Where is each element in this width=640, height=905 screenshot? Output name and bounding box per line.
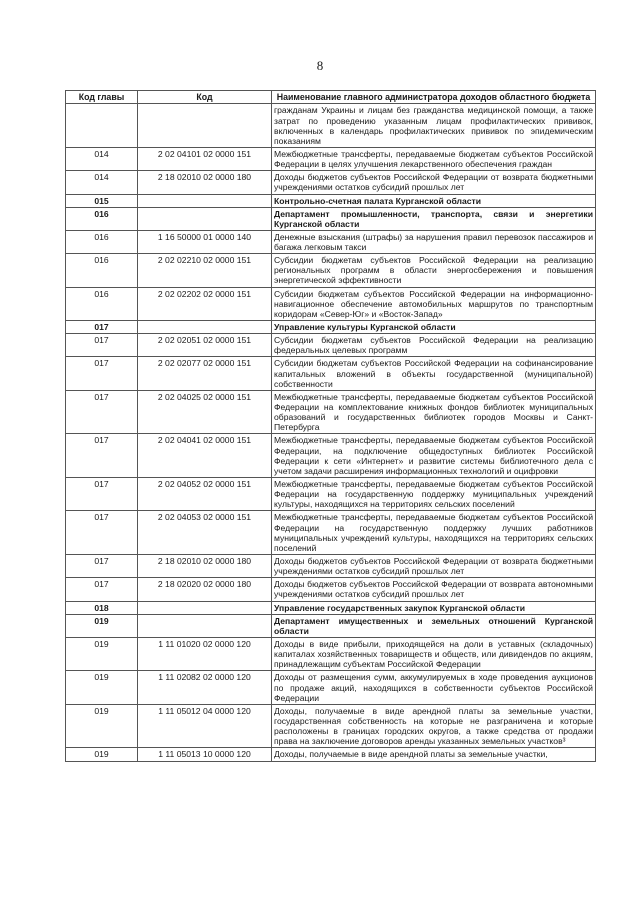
chapter-code-cell: 019	[66, 748, 138, 761]
header-code: Код	[138, 91, 272, 104]
revenue-name-cell: Субсидии бюджетам субъектов Российской Федерации на софинансирование капитальных вложений в объекты государственной (муниципальной) собственности	[272, 357, 596, 390]
revenue-code-cell: 2 02 04053 02 0000 151	[138, 511, 272, 555]
section-header-row	[66, 601, 596, 614]
revenue-name-cell: Субсидии бюджетам субъектов Российской Федерации на реализацию региональных программ в области энергосбережения и повышения энергетической эффективности	[272, 254, 596, 287]
table-row	[66, 334, 596, 357]
revenue-name-cell: Доходы, получаемые в виде арендной платы за земельные участки, государственная собственность на которые не разграничена и которые расположены в границах городских округов, а также средства от продажи права на заключение договоров аренды указанных земельных участков³	[272, 704, 596, 748]
chapter-code-cell: 019	[66, 704, 138, 748]
table-row	[66, 511, 596, 555]
revenue-code-cell	[138, 104, 272, 148]
revenue-name-cell: Доходы в виде прибыли, приходящейся на доли в уставных (складочных) капиталах хозяйственных товариществ и обществ, или дивидендов по акциям, принадлежащим субъектам Российской Федерации	[272, 637, 596, 670]
header-chapter-code: Код главы	[66, 91, 138, 104]
revenue-code-cell	[138, 601, 272, 614]
revenue-code-cell: 1 11 05012 04 0000 120	[138, 704, 272, 748]
chapter-code-cell: 014	[66, 147, 138, 170]
revenue-name-cell: Межбюджетные трансферты, передаваемые бюджетам субъектов Российской Федерации на государственную поддержку лучших работников муниципальных учреждений культуры, находящихся на территориях сельских поселений	[272, 511, 596, 555]
table-row	[66, 147, 596, 170]
revenue-name-cell: Межбюджетные трансферты, передаваемые бюджетам субъектов Российской Федерации, на подключение общедоступных библиотек Российской Федерации к сети «Интернет» и развитие системы библиотечного дела с учетом задачи расширения информационных технологий и оцифровки	[272, 434, 596, 478]
revenue-code-cell: 2 18 02010 02 0000 180	[138, 555, 272, 578]
chapter-code-cell: 016	[66, 230, 138, 253]
chapter-code-cell: 017	[66, 334, 138, 357]
table-row	[66, 671, 596, 704]
revenue-name-cell: Управление государственных закупок Курганской области	[272, 601, 596, 614]
chapter-code-cell: 017	[66, 478, 138, 511]
chapter-code-cell	[66, 104, 138, 148]
revenue-name-cell: Доходы бюджетов субъектов Российской Федерации от возврата бюджетными учреждениями остатков субсидий прошлых лет	[272, 171, 596, 194]
revenue-name-cell: гражданам Украины и лицам без гражданства медицинской помощи, а также затрат по проведению указанным лицам профилактических прививок, включенных в календарь профилактических прививок по эпидемическим показаниям	[272, 104, 596, 148]
table-row	[66, 578, 596, 601]
revenue-code-cell: 1 11 05013 10 0000 120	[138, 748, 272, 761]
revenue-administrators-table	[65, 90, 596, 762]
table-row	[66, 637, 596, 670]
table-row	[66, 555, 596, 578]
revenue-name-cell: Денежные взыскания (штрафы) за нарушения правил перевозок пассажиров и багажа легковым такси	[272, 230, 596, 253]
chapter-code-cell: 015	[66, 194, 138, 207]
chapter-code-cell: 017	[66, 357, 138, 390]
chapter-code-cell: 017	[66, 321, 138, 334]
chapter-code-cell: 017	[66, 578, 138, 601]
table-row	[66, 434, 596, 478]
table-row	[66, 171, 596, 194]
section-header-row	[66, 321, 596, 334]
table-row	[66, 704, 596, 748]
revenue-code-cell: 1 11 02082 02 0000 120	[138, 671, 272, 704]
revenue-code-cell: 2 02 02077 02 0000 151	[138, 357, 272, 390]
revenue-code-cell: 1 11 01020 02 0000 120	[138, 637, 272, 670]
revenue-name-cell: Департамент имущественных и земельных отношений Курганской области	[272, 614, 596, 637]
revenue-name-cell: Доходы бюджетов субъектов Российской Федерации от возврата бюджетными учреждениями остатков субсидий прошлых лет	[272, 555, 596, 578]
revenue-name-cell: Управление культуры Курганской области	[272, 321, 596, 334]
revenue-name-cell: Межбюджетные трансферты, передаваемые бюджетам субъектов Российской Федерации на государственную поддержку муниципальных учреждений культуры, находящихся на территориях сельских поселений	[272, 478, 596, 511]
chapter-code-cell: 019	[66, 671, 138, 704]
revenue-code-cell: 2 18 02010 02 0000 180	[138, 171, 272, 194]
page-number: 8	[316, 58, 324, 73]
revenue-code-cell: 2 02 02051 02 0000 151	[138, 334, 272, 357]
revenue-name-cell: Департамент промышленности, транспорта, связи и энергетики Курганской области	[272, 207, 596, 230]
revenue-code-cell	[138, 321, 272, 334]
table-row	[66, 104, 596, 148]
table-row	[66, 748, 596, 761]
table-row	[66, 287, 596, 320]
chapter-code-cell: 017	[66, 434, 138, 478]
revenue-code-cell	[138, 207, 272, 230]
revenue-name-cell: Межбюджетные трансферты, передаваемые бюджетам субъектов Российской Федерации в целях улучшения лекарственного обеспечения граждан	[272, 147, 596, 170]
revenue-code-cell: 2 02 02210 02 0000 151	[138, 254, 272, 287]
table-header	[66, 91, 596, 104]
table-row	[66, 478, 596, 511]
revenue-name-cell: Межбюджетные трансферты, передаваемые бюджетам субъектов Российской Федерации на комплектование книжных фондов библиотек муниципальных образований и государственных библиотек городов Москвы и Санкт-Петербурга	[272, 390, 596, 434]
table-row	[66, 357, 596, 390]
revenue-name-cell: Субсидии бюджетам субъектов Российской Федерации на реализацию федеральных целевых программ	[272, 334, 596, 357]
revenue-code-cell: 2 02 04025 02 0000 151	[138, 390, 272, 434]
revenue-name-cell: Субсидии бюджетам субъектов Российской Федерации на информационно-навигационное обеспечение автомобильных маршрутов по транспортным коридорам «Север-Юг» и «Восток-Запад»	[272, 287, 596, 320]
chapter-code-cell: 019	[66, 637, 138, 670]
table-header-row	[66, 91, 596, 104]
chapter-code-cell: 016	[66, 287, 138, 320]
chapter-code-cell: 017	[66, 511, 138, 555]
table-body	[66, 104, 596, 761]
revenue-name-cell: Доходы от размещения сумм, аккумулируемых в ходе проведения аукционов по продаже акций, находящихся в собственности субъектов Российской Федерации	[272, 671, 596, 704]
chapter-code-cell: 014	[66, 171, 138, 194]
chapter-code-cell: 019	[66, 614, 138, 637]
revenue-code-cell	[138, 614, 272, 637]
table-row	[66, 390, 596, 434]
header-administrator-name: Наименование главного администратора доходов областного бюджета	[272, 91, 596, 104]
section-header-row	[66, 194, 596, 207]
revenue-name-cell: Доходы бюджетов субъектов Российской Федерации от возврата автономными учреждениями остатков субсидий прошлых лет	[272, 578, 596, 601]
revenue-code-cell: 1 16 50000 01 0000 140	[138, 230, 272, 253]
revenue-code-cell: 2 02 04052 02 0000 151	[138, 478, 272, 511]
chapter-code-cell: 016	[66, 207, 138, 230]
revenue-code-cell	[138, 194, 272, 207]
revenue-code-cell: 2 18 02020 02 0000 180	[138, 578, 272, 601]
table-row	[66, 230, 596, 253]
revenue-code-cell: 2 02 02202 02 0000 151	[138, 287, 272, 320]
revenue-name-cell: Контрольно-счетная палата Курганской области	[272, 194, 596, 207]
chapter-code-cell: 017	[66, 555, 138, 578]
chapter-code-cell: 017	[66, 390, 138, 434]
chapter-code-cell: 018	[66, 601, 138, 614]
section-header-row	[66, 207, 596, 230]
revenue-code-cell: 2 02 04041 02 0000 151	[138, 434, 272, 478]
revenue-code-cell: 2 02 04101 02 0000 151	[138, 147, 272, 170]
chapter-code-cell: 016	[66, 254, 138, 287]
table-row	[66, 254, 596, 287]
section-header-row	[66, 614, 596, 637]
revenue-name-cell: Доходы, получаемые в виде арендной платы за земельные участки,	[272, 748, 596, 761]
